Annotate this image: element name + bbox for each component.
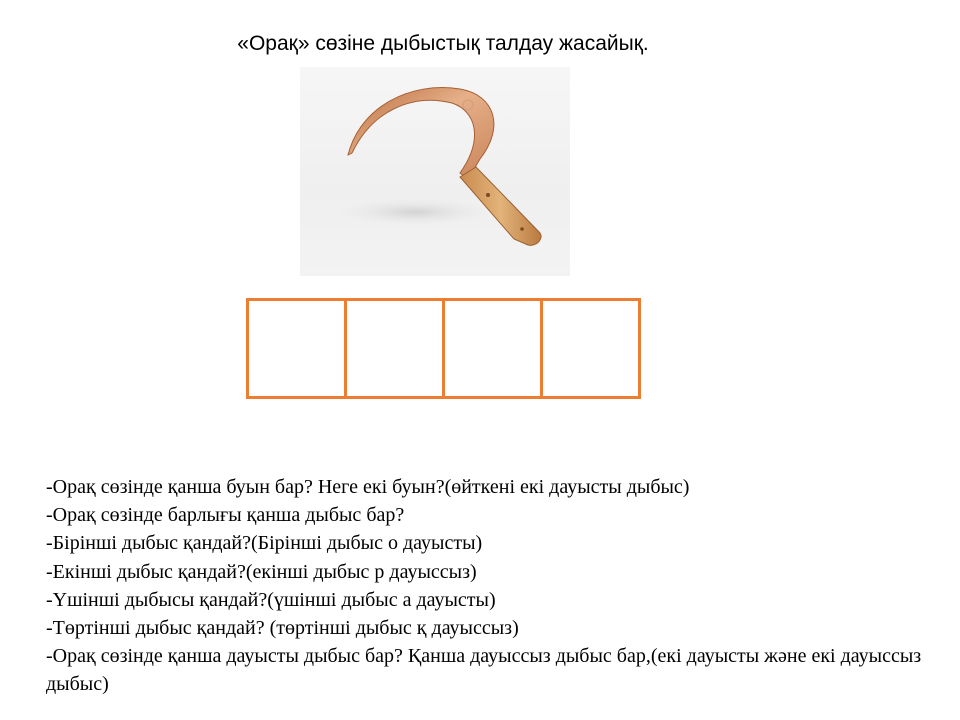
sickle-image	[300, 67, 570, 276]
question-6: -Төртінші дыбыс қандай? (төртінші дыбыс қ дауыссыз)	[46, 617, 519, 640]
letter-box-1[interactable]	[246, 298, 347, 399]
letter-box-2[interactable]	[344, 298, 445, 399]
question-7: -Орақ сөзінде қанша дауысты дыбыс бар? Қанша дауыссыз дыбыс бар,(екі дауысты және екі дауыссыз дыбыс)	[46, 645, 922, 696]
slide-title: «Орақ» сөзіне дыбыстық талдау жасайық.	[237, 32, 649, 55]
question-2: -Орақ сөзінде барлығы қанша дыбыс бар?	[46, 504, 405, 527]
question-5: -Үшінші дыбысы қандай?(үшінші дыбыс а дауысты)	[46, 588, 496, 611]
question-3: -Бірінші дыбыс қандай?(Бірінші дыбыс о дауысты)	[46, 532, 483, 555]
question-list	[46, 473, 926, 699]
shadow	[335, 198, 495, 226]
letter-box-4[interactable]	[540, 298, 641, 399]
letter-box-3[interactable]	[442, 298, 543, 399]
question-4: -Екінші дыбыс қандай?(екінші дыбыс р дауыссыз)	[46, 560, 477, 583]
question-1: -Орақ сөзінде қанша буын бар? Неге екі буын?(өйткені екі дауысты дыбыс)	[46, 476, 690, 498]
sickle-icon	[300, 67, 570, 276]
letter-boxes	[246, 298, 638, 399]
